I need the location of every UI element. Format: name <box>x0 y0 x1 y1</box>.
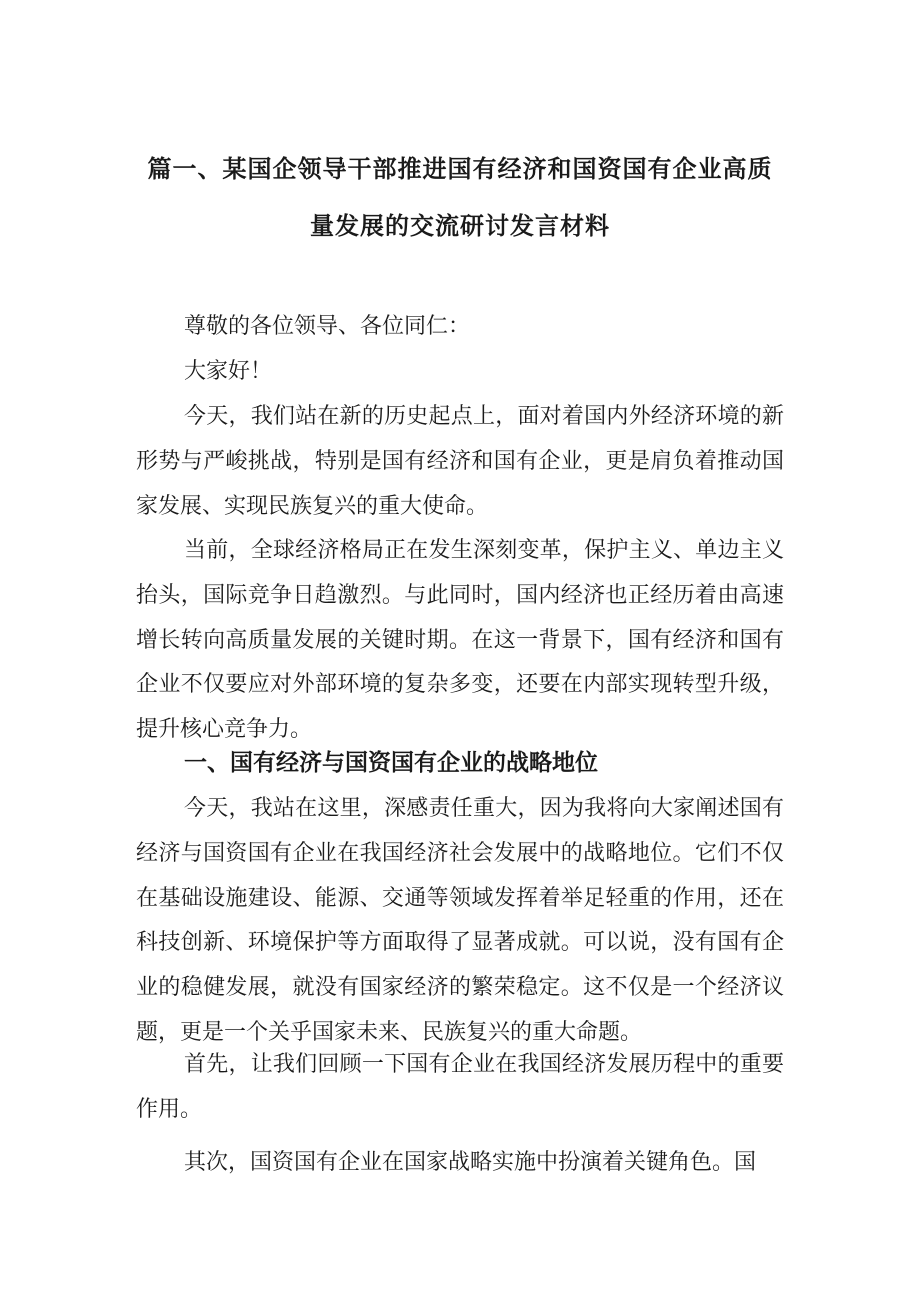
paragraph-4: 首先，让我们回顾一下国有企业在我国经济发展历程中的重要作用。 <box>136 1052 784 1122</box>
paragraph-2: 当前，全球经济格局正在发生深刻变革，保护主义、单边主义抬头，国际竞争日趋激烈。与此同时，国内经济也正经历着由高速增长转向高质量发展的关键时期。在这一背景下，国有经济和国有企业不仅要应对外部环境的复杂多变，还要在内部实现转型升级，提升核心竞争力。 <box>136 538 784 743</box>
paragraph-1: 今天，我们站在新的历史起点上，面对着国内外经济环境的新形势与严峻挑战，特别是国有经济和国有企业，更是肩负着推动国家发展、实现民族复兴的重大使命。 <box>136 404 784 519</box>
greeting: 大家好！ <box>184 359 273 384</box>
salutation: 尊敬的各位领导、各位同仁： <box>184 314 471 339</box>
document-title-line-1: 篇一、某国企领导干部推进国有经济和国资国有企业高质 <box>147 155 773 183</box>
section-heading-1: 一、国有经济与国资国有企业的战略地位 <box>184 750 598 776</box>
paragraph-5: 其次，国资国有企业在国家战略实施中扮演着关键角色。国 <box>184 1150 757 1175</box>
paragraph-3: 今天，我站在这里，深感责任重大，因为我将向大家阐述国有经济与国资国有企业在我国经济社会发展中的战略地位。它们不仅在基础设施建设、能源、交通等领域发挥着举足轻重的作用，还在科技创新、环境保护等方面取得了显著成就。可以说，没有国有企业的稳健发展，就没有国家经济的繁荣稳定。这不仅是一个经济议题，更是一个关乎国家未来、民族复兴的重大命题。 <box>136 796 784 1045</box>
document-title-line-2: 量发展的交流研讨发言材料 <box>310 212 610 240</box>
